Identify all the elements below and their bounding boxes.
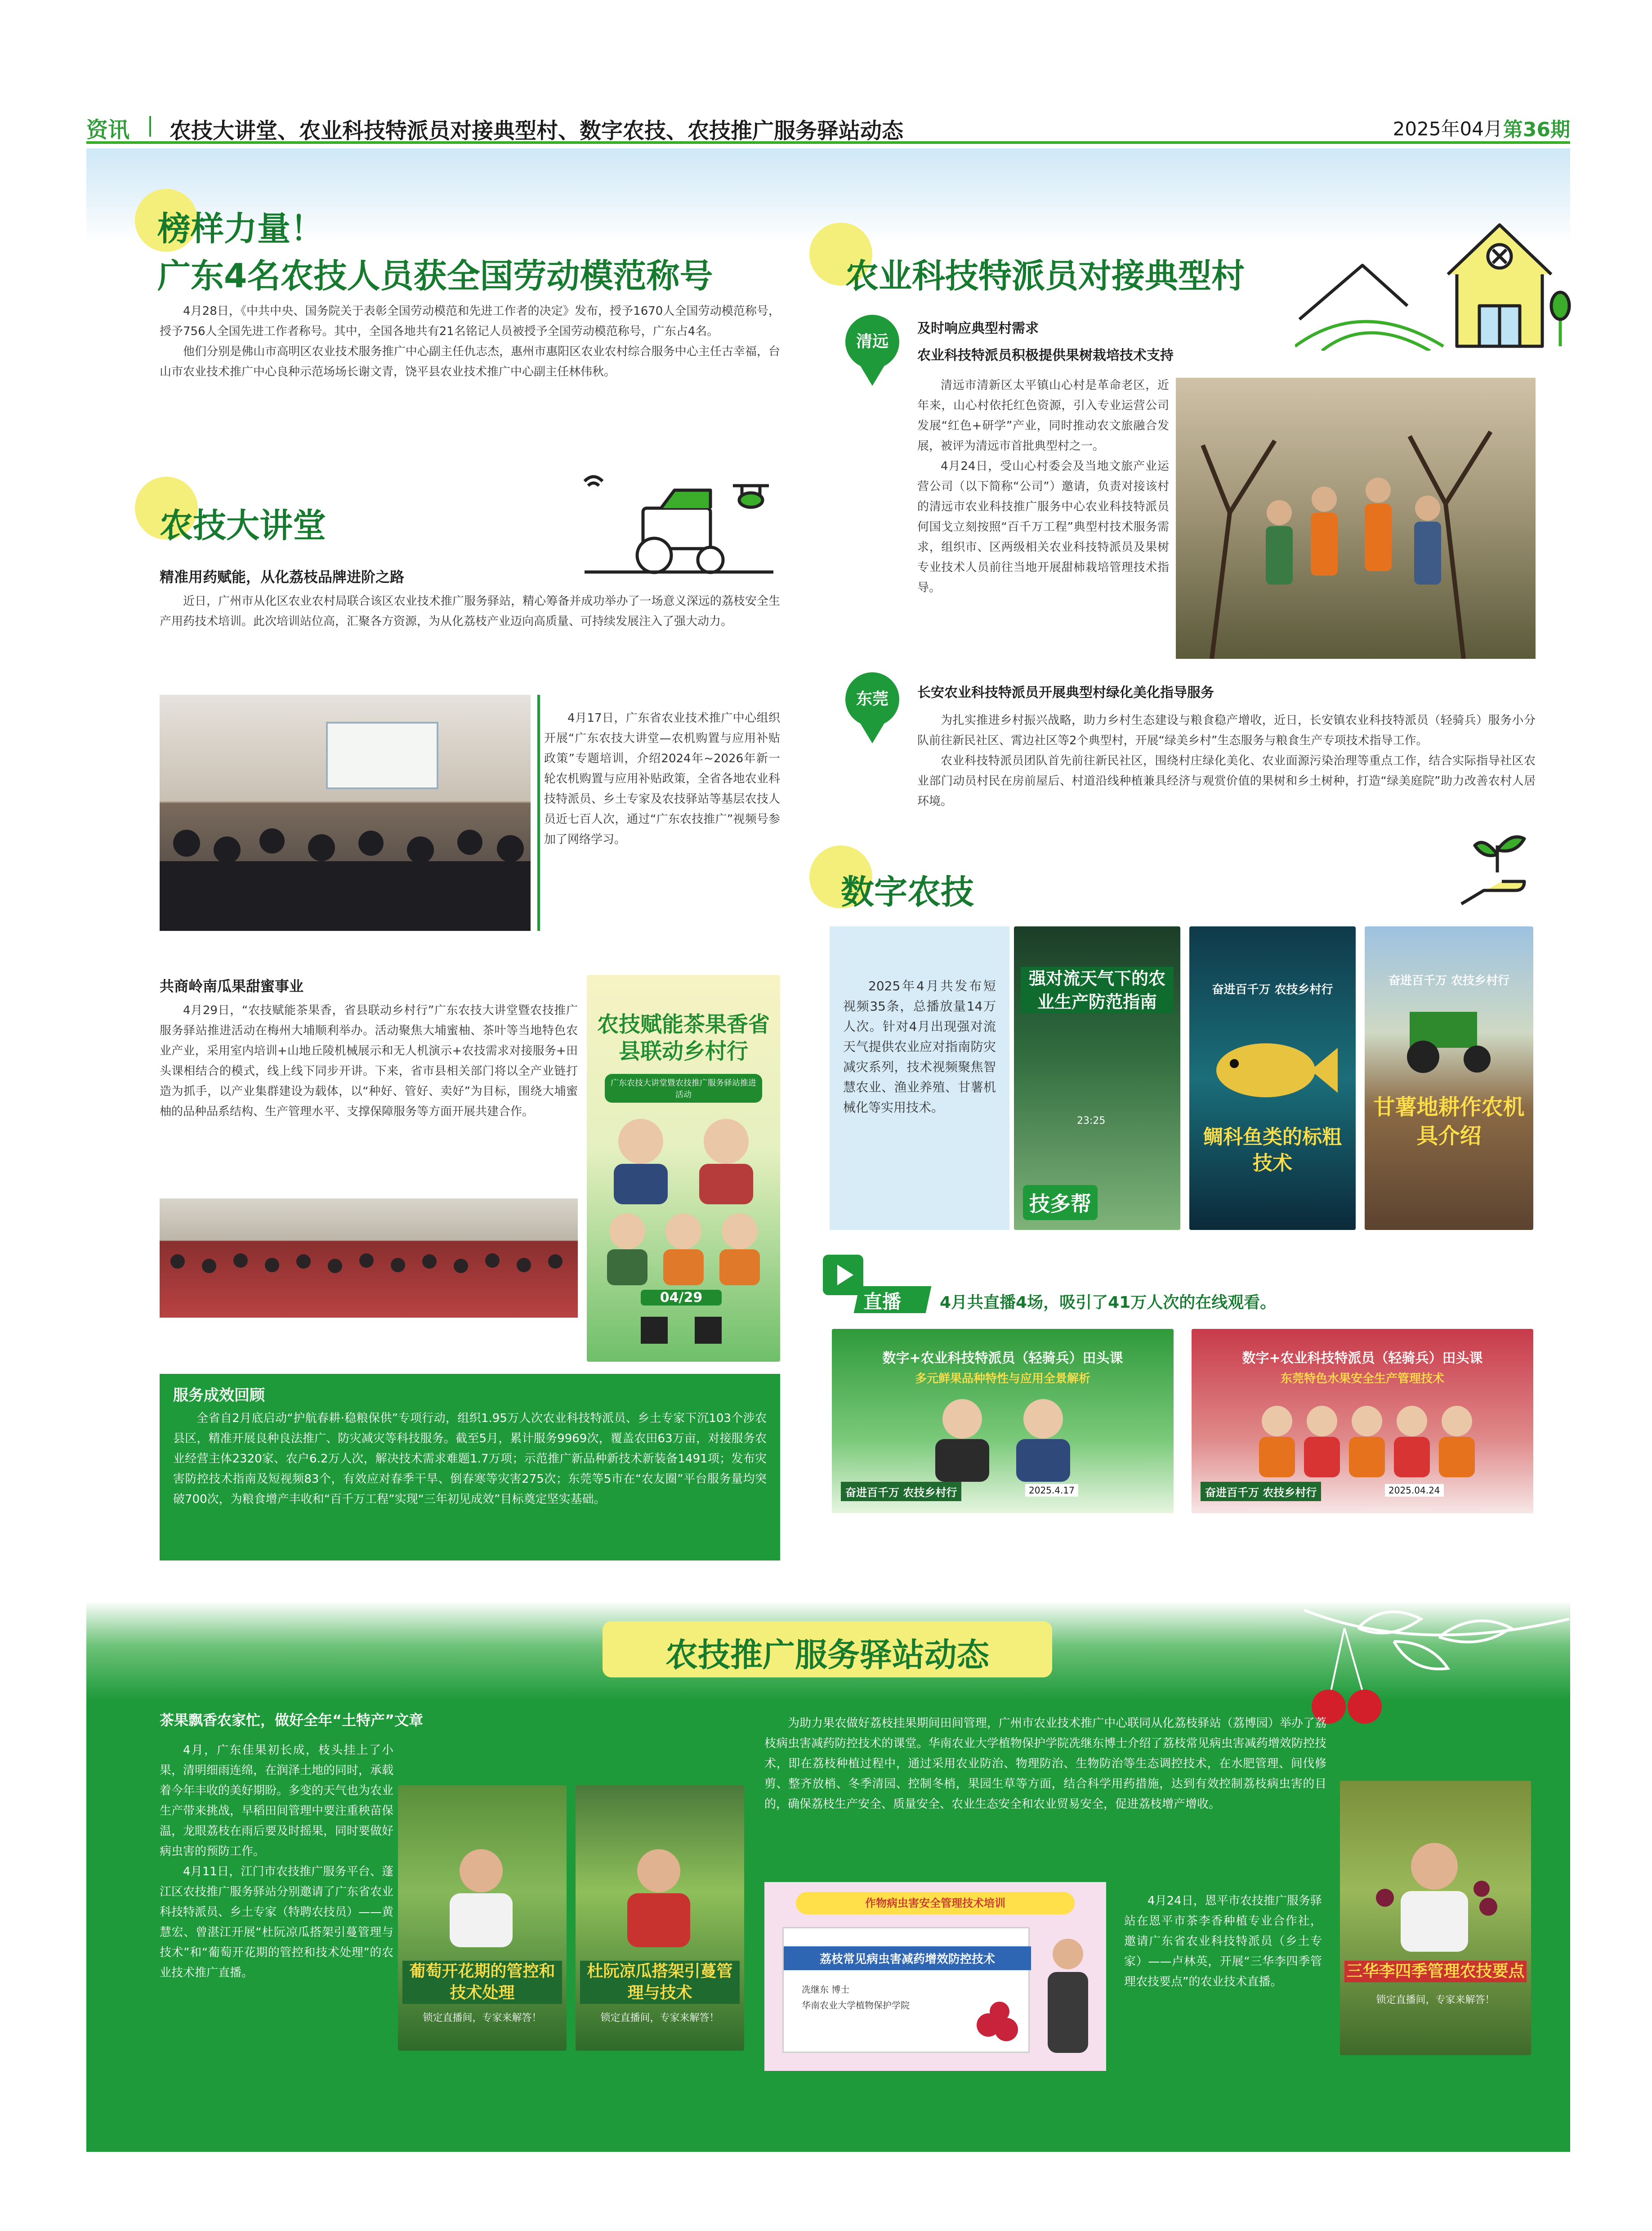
farmer-portrait bbox=[603, 1844, 715, 1947]
service-title: 服务成效回顾 bbox=[173, 1386, 265, 1404]
audience-silhouettes bbox=[160, 816, 531, 931]
video-title: 强对流天气下的农业生产防范指南 bbox=[1021, 967, 1174, 1014]
video-title: 甘薯地耕作农机具介绍 bbox=[1373, 1095, 1525, 1149]
location-pin-qingyuan bbox=[845, 315, 899, 387]
lecture-photo-caption bbox=[544, 708, 780, 850]
live-poster-sub: 多元鲜果品种特性与应用全景解析 bbox=[915, 1372, 1090, 1386]
station-poster-3 bbox=[1340, 1781, 1531, 2055]
models-title-line2: 广东4名农技人员获全国劳动模范称号 bbox=[157, 257, 713, 295]
digital-stats-card bbox=[830, 926, 1009, 1230]
farmer-portrait bbox=[425, 1844, 537, 1947]
lychee-icon bbox=[973, 1991, 1022, 2045]
slide-title: 荔枝常见病虫害减药增效防控技术 bbox=[784, 1946, 1031, 1970]
live-poster-date: 2025.4.17 bbox=[1025, 1484, 1078, 1497]
dg-paragraph-2: 农业科技特派员团队首先前往新民社区，围绕村庄绿化美化、农业面源污染治理等重点工作，结合实际指导社区农业部门动员村民在房前屋后、村道沿线种植兼具经济与观赏价值的果树和乡土树种，打造“绿美庭院”助力改善农村人居环境。 bbox=[917, 754, 1536, 808]
qy-article bbox=[917, 376, 1169, 598]
header-title: 农技大讲堂、农业科技特派员对接典型村、数字农技、农技推广服务驿站动态 bbox=[170, 118, 904, 143]
villages-title: 农业科技特派员对接典型村 bbox=[845, 257, 1245, 295]
video-slogan: 奋进百千万 农技乡村行 bbox=[1388, 974, 1510, 988]
video-thumb-1 bbox=[1014, 926, 1180, 1230]
models-paragraph-2: 他们分别是佛山市高明区农业技术服务推广中心副主任仇志杰，惠州市惠阳区农业农村综合服务中心主任古幸福，台山市农业技术推广中心良种示范场场长谢文青，饶平县农业技术推广中心副主任林伟秋。 bbox=[160, 345, 780, 379]
lecture-event-poster bbox=[587, 975, 780, 1362]
fish-icon bbox=[1207, 1025, 1338, 1115]
live-poster-slogan: 奋进百千万 农技乡村行 bbox=[841, 1482, 961, 1501]
poster-date: 04/29 bbox=[641, 1290, 722, 1306]
station-poster-title: 葡萄开花期的管控和技术处理 bbox=[402, 1961, 562, 2004]
video-slogan: 奋进百千万 农技乡村行 bbox=[1212, 983, 1333, 997]
photo-accent-bar bbox=[537, 695, 540, 931]
lecture-photo-text: 4月17日，广东省农业技术推广中心组织开展“广东农技大讲堂—农机购置与应用补贴政策”专题培训，介绍2024年~2026年新一轮农机购置与应用补贴政策，全省各地农业科技特派员、乡土专家及农技驿站等基层农技人员近七百人次，通过“广东农技推广”视频号参加了网络学习。 bbox=[544, 711, 780, 846]
lecture-sub2-article bbox=[160, 1001, 578, 1122]
station-poster-foot: 锁定直播间，专家来解答！ bbox=[1376, 1994, 1495, 2006]
header-issue: 第36期 bbox=[1503, 118, 1570, 141]
station-mid-article bbox=[764, 1713, 1326, 1815]
orchard-scene bbox=[1176, 378, 1536, 659]
qy-paragraph-1: 清远市清新区太平镇山心村是革命老区，近年来，山心村依托红色资源，引入专业运营公司发展“红色+研学”产业，同时推动农文旅融合发展，被评为清远市首批典型村之一。 bbox=[917, 379, 1169, 453]
header-section: 资讯 bbox=[86, 117, 130, 143]
lecture-sub1-article bbox=[160, 591, 780, 632]
station-poster-title: 三华李四季管理农技要点 bbox=[1344, 1961, 1527, 1982]
lecture-sub2: 共商岭南瓜果甜蜜事业 bbox=[160, 978, 304, 995]
digital-title: 数字农技 bbox=[841, 873, 974, 912]
meeting-photo bbox=[160, 1198, 578, 1318]
live-poster-slogan: 奋进百千万 农技乡村行 bbox=[1201, 1482, 1321, 1501]
station-right-article bbox=[1124, 1891, 1322, 1992]
tractor-drone-icon bbox=[576, 468, 782, 576]
video-time: 23:25 bbox=[1077, 1115, 1106, 1127]
digital-text: 2025年4月共发布短视频35条，总播放量14万人次。针对4月出现强对流天气提供农业应对指南防灾减灾系列，技术视频聚焦智慧农业、渔业养殖、甘薯机械化等实用技术。 bbox=[843, 979, 996, 1115]
live-poster-title: 数字+农业科技特派员（轻骑兵）田头课 bbox=[1242, 1350, 1483, 1366]
header-divider bbox=[149, 116, 151, 137]
station-left-p2: 4月11日，江门市农技推广服务平台、蓬江区农技推广服务驿站分别邀请了广东省农业科技特派员、乡土专家（特聘农技员）——黄慧宏、曾湛江开展“杜阮凉瓜搭架引蔓管理与技术”和“葡萄开花期的管控和技术处理”的农业技术推广直播。 bbox=[160, 1865, 394, 1980]
village-house-icon bbox=[1295, 216, 1574, 351]
orchard-photo bbox=[1176, 378, 1536, 659]
projector-screen bbox=[326, 722, 438, 789]
poster-title: 农技赋能茶果香省县联动乡村行 bbox=[597, 1012, 770, 1064]
lecture-title: 农技大讲堂 bbox=[160, 506, 326, 545]
station-poster-1 bbox=[398, 1785, 567, 2051]
dg-paragraph-1: 为扎实推进乡村振兴战略，助力乡村生态建设与粮食稳产增收，近日，长安镇农业科技特派员（轻骑兵）服务小分队前往新民社区、霄边社区等2个典型村，开展“绿美乡村”生态服务与粮食生产专项技术指导工作。 bbox=[917, 714, 1536, 747]
qy-sub-line1: 及时响应典型村需求 bbox=[917, 321, 1039, 336]
lecture-sub1: 精准用药赋能，从化荔枝品牌进阶之路 bbox=[160, 568, 405, 586]
video-thumb-2 bbox=[1189, 926, 1356, 1230]
qy-sub-line2: 农业科技特派员积极提供果树栽培技术支持 bbox=[917, 348, 1174, 363]
station-mid-text: 为助力果农做好荔枝挂果期间田间管理，广州市农业技术推广中心联同从化荔枝驿站（荔博园）举办了荔枝病虫害减药防控技术的课堂。华南农业大学植物保护学院冼继东博士介绍了荔枝常见病虫害减药增效防控技术，即在荔枝种植过程中，通过采用农业防治、物理防治、生物防治等生态调控技术，在水肥管理、间伐修剪、整齐放梢、冬季清园、控制冬梢，果园生草等方面，结合科学用药措施，达到有效控制荔枝病虫害的目的，确保荔枝生产安全、质量安全、农业生态安全和农业贸易安全，促进荔枝增产增收。 bbox=[764, 1717, 1326, 1811]
live-poster-2 bbox=[1192, 1329, 1533, 1513]
page-header bbox=[86, 112, 1570, 144]
qr-code-icon bbox=[641, 1317, 668, 1344]
models-title-line1: 榜样力量！ bbox=[157, 210, 324, 248]
live-play-icon bbox=[823, 1255, 863, 1295]
training-slide bbox=[764, 1882, 1106, 2071]
live-poster-title: 数字+农业科技特派员（轻骑兵）田头课 bbox=[882, 1350, 1123, 1366]
branch-leaves-decor bbox=[1304, 1601, 1570, 1754]
qingyuan-tag: 清远 bbox=[845, 315, 899, 369]
models-paragraph-1: 4月28日，《中共中央、国务院关于表彰全国劳动模范和先进工作者的决定》发布，授予1670人全国劳动模范称号，授予756人全国先进工作者称号。其中，全国各地共有21名铭记人员被授予全国劳动模范称号，广东占4名。 bbox=[160, 304, 780, 338]
dg-article bbox=[917, 711, 1536, 812]
station-title: 农技推广服务驿站动态 bbox=[665, 1636, 989, 1674]
station-left-p1: 4月，广东佳果初长成，枝头挂上了小果，清明细雨连绵，在润泽土地的同时，承载着今年丰收的美好期盼。多变的天气也为农业生产带来挑战，早稻田间管理中要注重秧苗保温，龙眼荔枝在雨后要及时摇果，同时要做好病虫害的预防工作。 bbox=[160, 1744, 394, 1858]
farmer-plums-portrait bbox=[1367, 1835, 1502, 1952]
station-left-article bbox=[160, 1740, 393, 1983]
video-thumb-3 bbox=[1365, 926, 1533, 1230]
poster-subtitle: 广东农技大讲堂暨农技推广服务驿站推进活动 bbox=[605, 1074, 762, 1103]
qr-code-icon bbox=[695, 1317, 722, 1344]
location-pin-dongguan bbox=[845, 672, 899, 744]
station-poster-foot: 锁定直播间，专家来解答！ bbox=[423, 2012, 542, 2024]
lecture-hall-photo bbox=[160, 695, 531, 931]
dg-sub: 长安农业科技特派员开展典型村绿化美化指导服务 bbox=[917, 685, 1214, 701]
speaker-portraits bbox=[596, 1110, 771, 1299]
expert-portraits bbox=[922, 1392, 1084, 1482]
slide-banner: 作物病虫害安全管理技术培训 bbox=[796, 1892, 1075, 1914]
lecture-sub2-text: 4月29日，“农技赋能茶果香，省县联动乡村行”广东农技大讲堂暨农技推广服务驿站推进活动在梅州大埔顺利举办。活动聚焦大埔蜜柚、茶叶等当地特色农业产业，采用室内培训+山地丘陵机械展示和无人机演示+农技需求对接服务+田头课相结合的模式，线上线下同步开讲。下来，省市县相关部门将以全产业链打造为抓手，以产业集群建设为载体，以“种好、管好、卖好”为目标，围绕大埔蜜柚的品种品系结构、生产管理水平、支撑保障服务等方面开展共建合作。 bbox=[160, 1004, 578, 1118]
models-article bbox=[160, 301, 780, 382]
hand-sprout-icon bbox=[1457, 827, 1538, 917]
live-poster-sub: 东莞特色水果安全生产管理技术 bbox=[1280, 1372, 1444, 1386]
live-poster-date: 2025.04.24 bbox=[1385, 1484, 1444, 1497]
attendee-silhouettes bbox=[160, 1248, 578, 1318]
live-tag: 直播 bbox=[863, 1291, 902, 1313]
station-sub: 茶果飘香农家忙，做好全年“土特产”文章 bbox=[160, 1712, 424, 1729]
slide-panel bbox=[782, 1927, 1030, 2053]
service-text: 全省自2月底启动“护航春耕·稳粮保供”专项行动，组织1.95万人次农业科技特派员、乡土专家下沉103个涉农县区，精准开展良种良法推广、防灾减灾等科技服务。截至5月，累计服务9969次，覆盖农田63万亩，对接服务农业经营主体2320家、农户6.2万人次，解决技术需求难题1.7万项；示范推广新品种新技术新装备1491项；发布灾害防控技术指南及短视频83个，有效应对春季干旱、倒春寒等灾害275次；东莞等5市在“农友圈”平台服务量均突破700次，为粮食增产丰收和“百千万工程”实现“三年初见成效”目标奠定坚实基础。 bbox=[173, 1412, 767, 1506]
dongguan-tag: 东莞 bbox=[845, 672, 899, 726]
lecturer-figure bbox=[1039, 1931, 1097, 2057]
station-right-text: 4月24日，恩平市农技推广服务驿站在恩平市茶李香种植专业合作社，邀请广东省农业科技特派员（乡土专家）——卢林英，开展“三华李四季管理农技要点”的农业技术直播。 bbox=[1124, 1894, 1322, 1989]
lecture-sub1-text: 近日，广州市从化区农业农村局联合该区农业技术推广服务驿站，精心筹备并成功举办了一场意义深远的荔枝安全生产用药技术培训。此次培训站位高，汇聚各方资源，为从化荔枝产业迈向高质量、可持续发展注入了强大动力。 bbox=[160, 595, 780, 628]
expert-portraits bbox=[1250, 1396, 1484, 1482]
video-badge: 技多帮 bbox=[1023, 1185, 1098, 1220]
header-date: 2025年04月 bbox=[1393, 118, 1503, 140]
slide-line-2: 华南农业大学植物保护学院 bbox=[802, 2000, 910, 2011]
station-poster-title: 杜阮凉瓜搭架引蔓管理与技术 bbox=[580, 1961, 740, 2004]
live-summary: 4月共直播4场，吸引了41万人次的在线观看。 bbox=[940, 1293, 1277, 1312]
slide-line-1: 冼继东 博士 bbox=[802, 1984, 850, 1995]
station-poster-2 bbox=[576, 1785, 744, 2051]
live-poster-1 bbox=[832, 1329, 1174, 1513]
service-review-box bbox=[160, 1374, 780, 1560]
tractor-icon bbox=[1392, 994, 1504, 1075]
video-title: 鲷科鱼类的标粗技术 bbox=[1203, 1126, 1342, 1175]
station-poster-foot: 锁定直播间，专家来解答！ bbox=[600, 2012, 719, 2024]
qy-paragraph-2: 4月24日，受山心村委会及当地文旅产业运营公司（以下简称“公司”）邀请，负责对接该村的清远市农业科技推广服务中心农业科技特派员何国戈立刻按照“百千万工程”典型村技术服务需求，组织市、区两级相关农业科技特派员及果树专业技术人员前往当地开展甜柿栽培管理技术指导。 bbox=[917, 460, 1169, 595]
digital-text-wrap bbox=[830, 926, 1009, 1118]
